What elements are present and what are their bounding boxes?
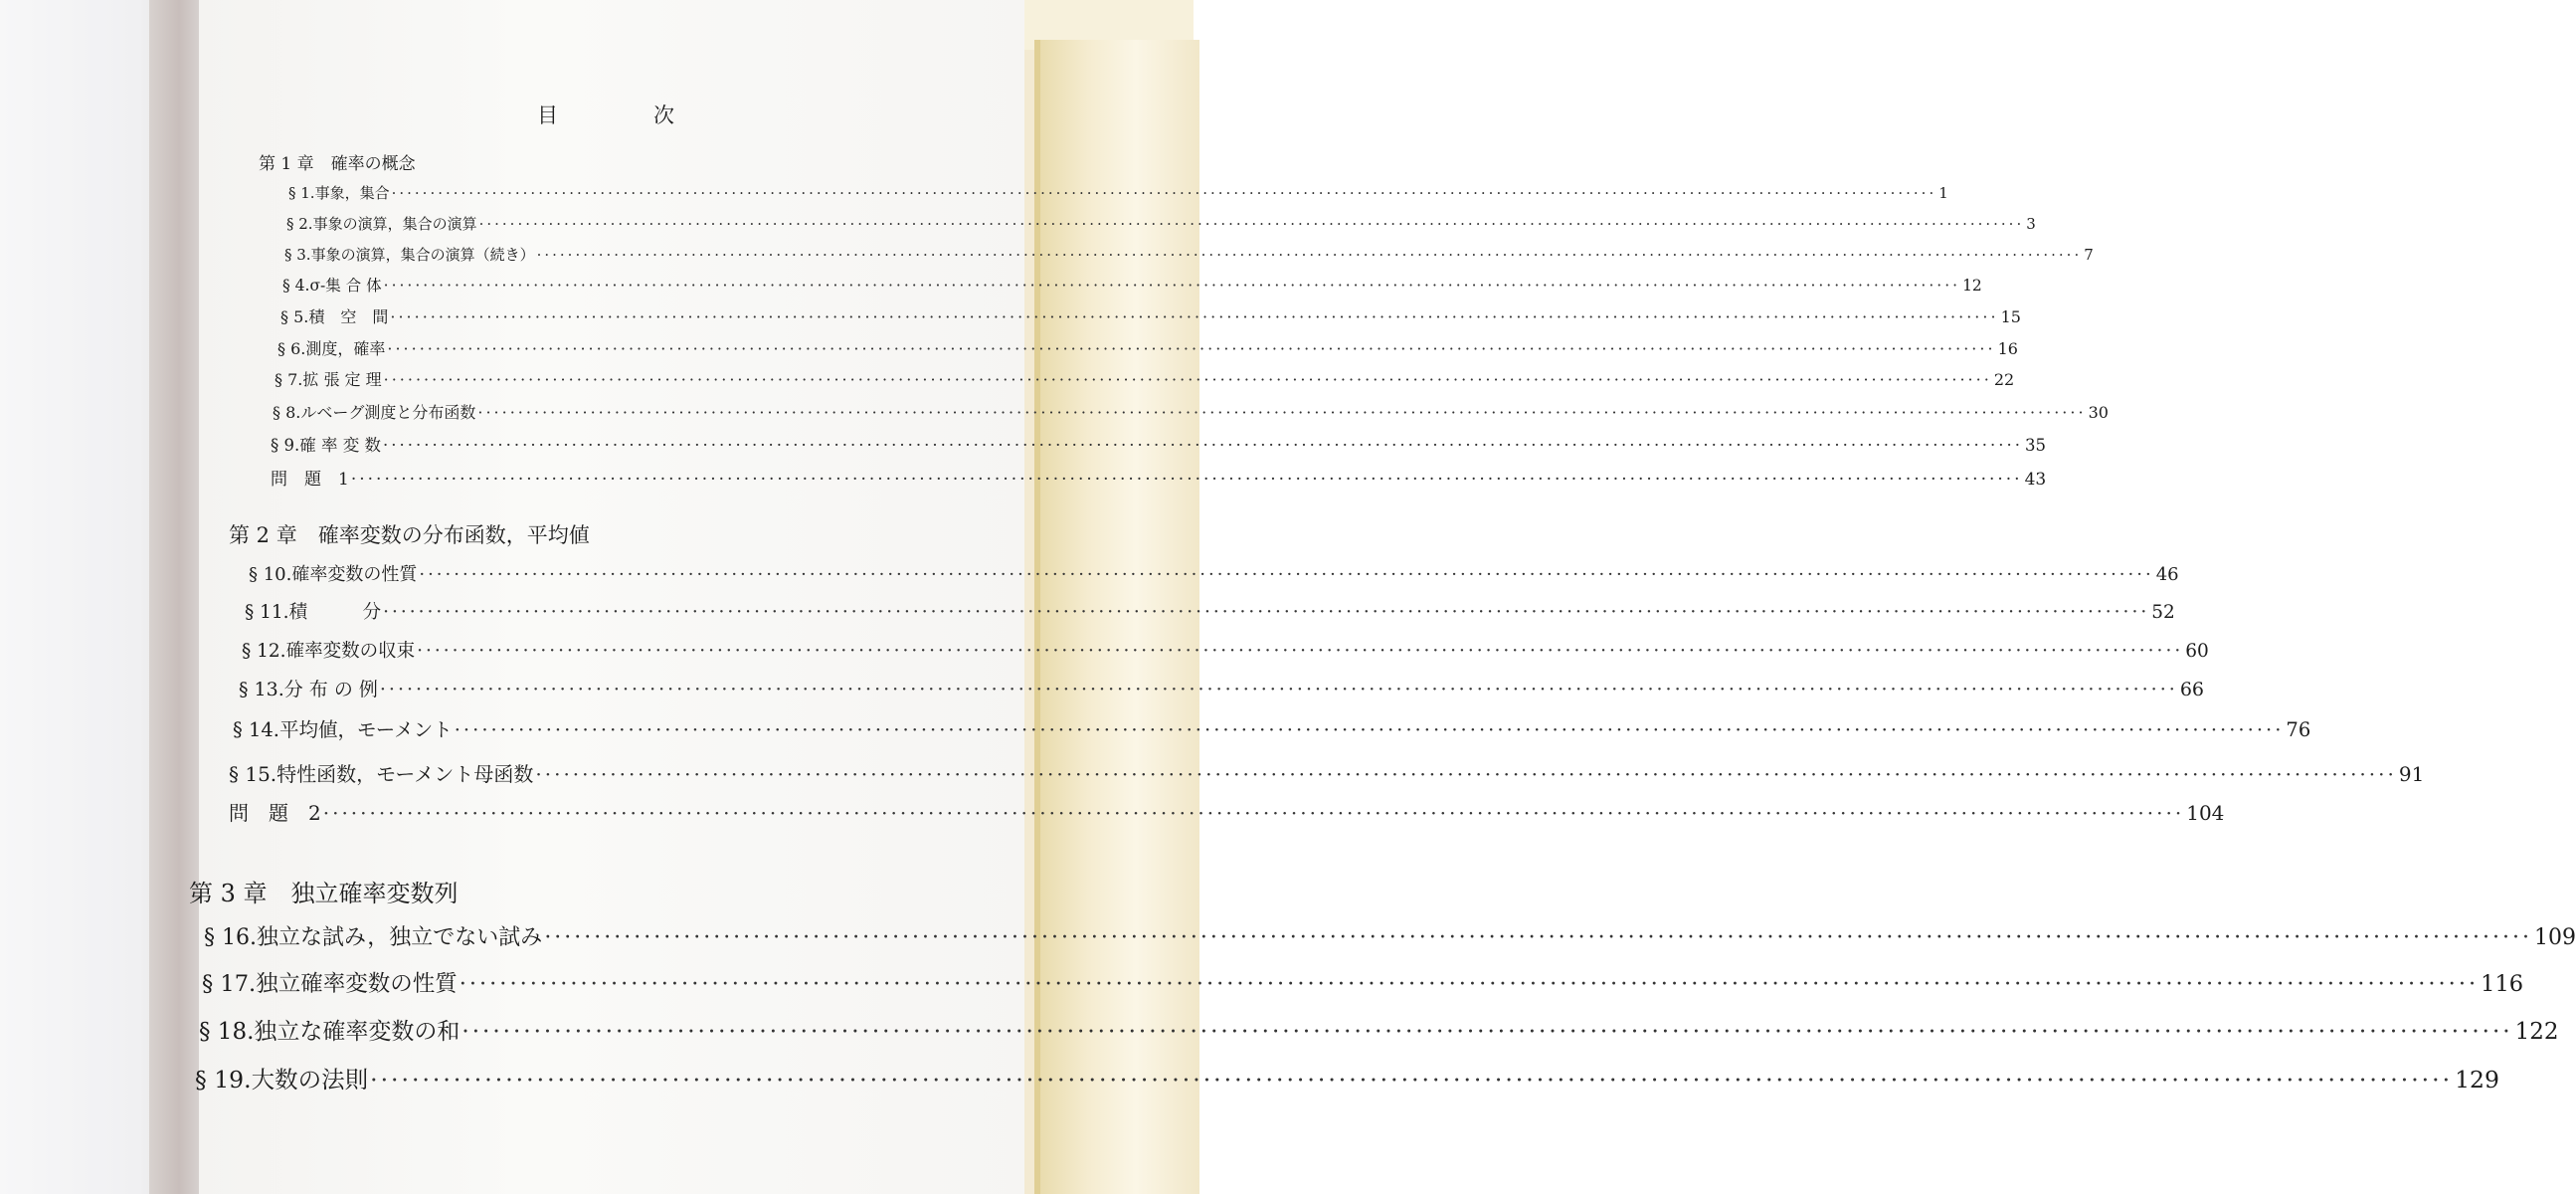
section-number: § 14. (233, 718, 279, 741)
leader-dots: ········································································································································································································ (383, 436, 2023, 455)
leader-dots: ········································································································································································································ (536, 246, 2083, 264)
left-page (0, 0, 174, 1194)
toc-entry (202, 966, 2524, 998)
page-number: 16 (1997, 339, 2018, 358)
toc-entry (271, 432, 2046, 456)
toc-entry (195, 1061, 2499, 1094)
section-title: 分 布 の 例 (283, 679, 378, 700)
page-number: 76 (2286, 718, 2311, 741)
leader-dots: ········································································································································································································ (370, 1066, 2454, 1094)
page-number: 35 (2024, 436, 2046, 455)
page-number: 22 (1993, 370, 2015, 389)
page-number: 109 (2533, 925, 2576, 950)
leader-dots: ········································································································································································································ (383, 370, 1992, 389)
toc-entry (288, 182, 1948, 203)
page-number: 122 (2514, 1019, 2559, 1045)
leader-dots: ········································································································································································································ (391, 184, 1937, 202)
leader-dots: ········································································································································································································ (535, 762, 2397, 786)
page-number: 12 (1962, 277, 1982, 295)
leader-dots: ········································································································································································································ (387, 339, 1996, 358)
toc-entry (245, 598, 2175, 624)
page-number: 15 (2000, 307, 2021, 326)
page-number: 52 (2151, 602, 2175, 623)
section-number: § 11. (245, 602, 289, 623)
section-number: § 8. (273, 403, 301, 422)
section-title: 事象の演算，集合の演算（続き） (310, 246, 535, 264)
toc-entry (233, 714, 2311, 742)
section-number: § 7. (275, 370, 303, 389)
leader-dots: ········································································································································································································ (478, 215, 2025, 233)
section-title: 大数の法則 (251, 1066, 369, 1094)
section-number: § 13. (239, 679, 284, 700)
section-title: 積 分 (288, 602, 382, 623)
leader-dots: ········································································································································································································ (454, 718, 2285, 741)
page-number: 1 (1938, 184, 1948, 202)
toc-entry (286, 213, 2036, 234)
leader-dots: ········································································································································································································ (390, 307, 1999, 326)
section-number: § 16. (204, 925, 257, 950)
page-number: 3 (2026, 215, 2036, 233)
leader-dots: ········································································································································································································ (419, 564, 2154, 585)
toc-title-char: 目 (537, 103, 560, 127)
section-number: § 19. (195, 1066, 252, 1094)
section-title: 確率変数の収束 (285, 641, 416, 662)
section-title: 問 題 1 (271, 470, 349, 490)
section-title: σ-集 合 体 (309, 277, 382, 295)
section-title: 独立確率変数の性質 (256, 971, 458, 997)
page-number: 30 (2088, 403, 2109, 422)
page-number: 43 (2024, 470, 2047, 490)
section-title: 事象の演算，集合の演算 (312, 215, 477, 233)
page-number: 60 (2185, 641, 2209, 662)
section-title: ルベーグ測度と分布函数 (300, 403, 476, 422)
toc-entry (273, 400, 2109, 423)
section-number: § 2. (286, 215, 313, 233)
section-number: § 15. (229, 762, 277, 786)
page-number: 129 (2455, 1066, 2499, 1094)
leader-dots: ········································································································································································································ (544, 925, 2532, 950)
page-number: 91 (2398, 762, 2425, 786)
book-edge (149, 0, 199, 1194)
leader-dots: ········································································································································································································ (383, 277, 1961, 295)
toc-entry (229, 758, 2425, 787)
section-title: 特性函数，モーメント母函数 (276, 762, 534, 786)
section-number: § 3. (284, 246, 311, 264)
chapter-heading: 第 2 章 確率変数の分布函数，平均値 (229, 523, 590, 547)
section-title: 積 空 間 (308, 307, 389, 326)
toc-entry (284, 244, 2094, 265)
section-title: 事象，集合 (314, 184, 390, 202)
toc-entry (249, 560, 2179, 586)
toc-entry (275, 367, 2015, 390)
page-number: 46 (2155, 564, 2179, 585)
toc-entry (277, 336, 2018, 359)
section-title: 確 率 変 数 (299, 436, 381, 455)
toc-entry (239, 675, 2204, 701)
leader-dots: ········································································································································································································ (322, 801, 2185, 825)
section-number: § 18. (199, 1019, 255, 1045)
section-number: § 10. (249, 564, 292, 585)
leader-dots: ········································································································································································································ (383, 602, 2150, 623)
toc-title-char: 次 (653, 103, 676, 127)
section-number: § 5. (280, 307, 309, 326)
section-title: 確率変数の性質 (291, 564, 418, 585)
leader-dots: ········································································································································································································ (417, 641, 2184, 662)
leader-dots: ········································································································································································································ (350, 470, 2023, 490)
section-title: 問 題 2 (229, 801, 321, 825)
section-number: § 1. (288, 184, 315, 202)
page-number: 66 (2179, 679, 2204, 700)
toc-entry (199, 1013, 2559, 1046)
toc-entry (282, 274, 1982, 296)
section-number: § 9. (271, 436, 300, 455)
toc-entry (242, 637, 2209, 663)
section-title: 拡 張 定 理 (302, 370, 382, 389)
section-title: 平均値，モーメント (278, 718, 453, 741)
section-title: 独立な試み，独立でない試み (256, 925, 543, 950)
leader-dots: ········································································································································································································ (459, 971, 2480, 997)
toc-entry (204, 920, 2576, 951)
section-number: § 17. (202, 971, 257, 997)
chapter-heading: 第 1 章 確率の概念 (259, 154, 416, 174)
leader-dots: ········································································································································································································ (379, 679, 2178, 700)
leader-dots: ········································································································································································································ (461, 1019, 2513, 1045)
toc-entry (280, 304, 2021, 327)
section-number: § 4. (282, 277, 310, 295)
page-number: 104 (2186, 801, 2225, 825)
toc-entry (271, 465, 2047, 490)
toc-title (537, 100, 676, 129)
toc-entry (229, 797, 2225, 826)
page-number: 7 (2084, 246, 2094, 264)
page-number: 116 (2481, 971, 2524, 997)
chapter-heading: 第 3 章 独立確率変数列 (189, 880, 459, 907)
section-title: 測度，確率 (305, 339, 386, 358)
section-number: § 6. (277, 339, 306, 358)
section-number: § 12. (242, 641, 286, 662)
leader-dots: ········································································································································································································ (477, 403, 2087, 422)
section-title: 独立な確率変数の和 (254, 1019, 460, 1045)
